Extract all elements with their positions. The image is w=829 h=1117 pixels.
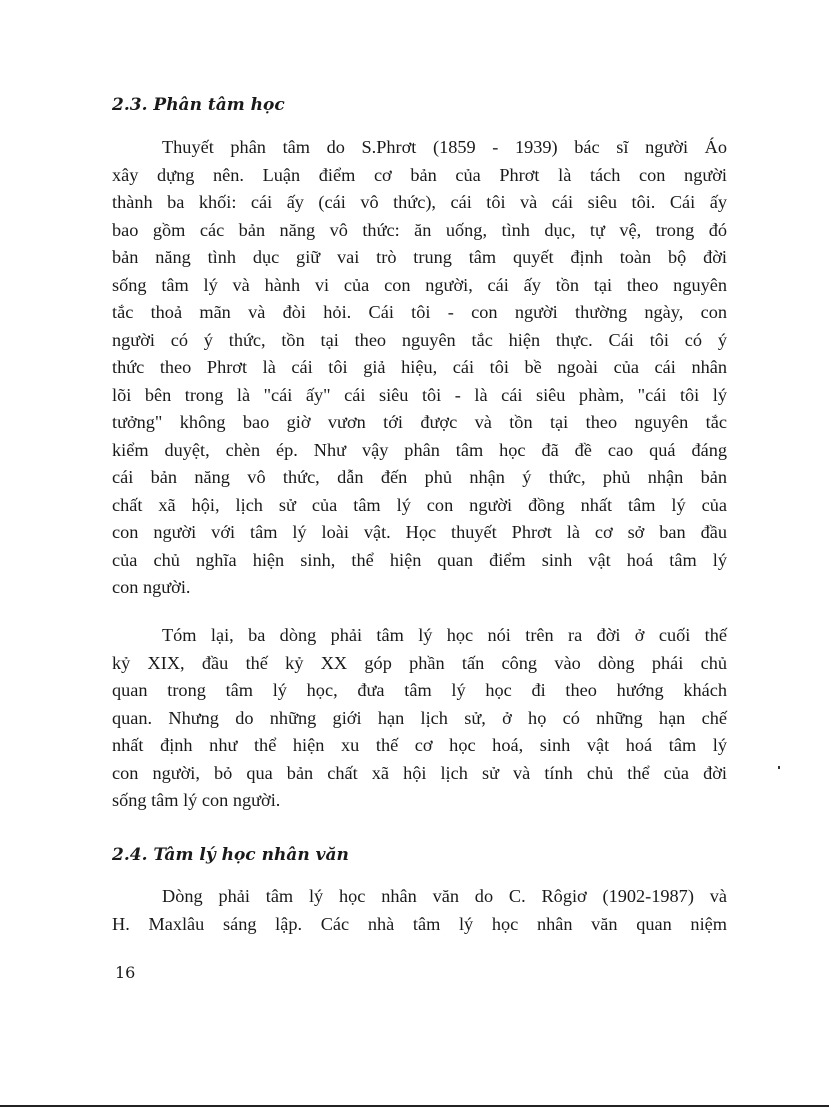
text-line: sống tâm lý và hành vi của con người, cái ấy tồn tại theo nguyên — [112, 274, 727, 295]
text-line: người có ý thức, tồn tại theo nguyên tắc hiện thực. Cái tôi có ý — [112, 329, 727, 350]
text-line: Tóm lại, ba dòng phải tâm lý học nói trên ra đời ở cuối thế — [162, 625, 727, 645]
text-line: nhất định như thể hiện xu thế cơ học hoá, sinh vật hoá tâm lý — [112, 735, 727, 755]
paragraph-summary — [112, 622, 727, 815]
page-number: 16 — [115, 963, 136, 982]
scan-speck — [778, 766, 780, 769]
text-line: tắc thoả mãn và đòi hỏi. Cái tôi - con người thường ngày, con — [112, 302, 727, 322]
text-line: lõi bên trong là "cái ấy" cái siêu tôi - là cái siêu phàm, "cái tôi lý — [112, 384, 727, 405]
text-line: xây dựng nên. Luận điểm cơ bản của Phrơt là tách con người — [112, 164, 727, 185]
paragraph-psychoanalysis — [112, 134, 727, 602]
text-line: thức theo Phrơt là cái tôi giả hiệu, cái tôi bề ngoài của cái nhân — [112, 357, 727, 377]
text-line: của chủ nghĩa hiện sinh, thể hiện quan điểm sinh vật hoá tâm lý — [112, 549, 727, 570]
text-line: kiểm duyệt, chèn ép. Như vậy phân tâm học đã đề cao quá đáng — [112, 439, 727, 460]
text-line: con người, bỏ qua bản chất xã hội lịch sử và tính chủ thể của đời — [112, 762, 727, 783]
text-line: quan. Nhưng do những giới hạn lịch sử, ở họ có những hạn chế — [112, 707, 727, 728]
text-line: bao gồm các bản năng vô thức: ăn uống, tình dục, tự vệ, trong đó — [112, 219, 727, 240]
text-line: Dòng phải tâm lý học nhân văn do C. Rôgiơ (1902-1987) và — [162, 886, 727, 906]
text-line: Thuyết phân tâm do S.Phrơt (1859 - 1939) bác sĩ người Áo — [162, 137, 727, 157]
text-line: con người với tâm lý loài vật. Học thuyết Phrơt là cơ sở ban đầu — [112, 522, 727, 542]
section-heading-2-4: 2.4. Tâm lý học nhân văn — [112, 845, 349, 865]
paragraph-humanistic — [112, 883, 727, 938]
text-line: thành ba khối: cái ấy (cái vô thức), cái tôi và cái siêu tôi. Cái ấy — [112, 192, 727, 212]
scan-bottom-edge — [0, 1105, 829, 1107]
text-line: con người. — [112, 577, 191, 597]
text-line: sống tâm lý con người. — [112, 790, 281, 810]
text-line: quan trong tâm lý học, đưa tâm lý học đi theo hướng khách — [112, 680, 727, 700]
text-line: tưởng" không bao giờ vươn tới được và tồn tại theo nguyên tắc — [112, 412, 727, 432]
text-line: chất xã hội, lịch sử của tâm lý con người đồng nhất tâm lý của — [112, 494, 727, 515]
section-heading-2-3: 2.3. Phân tâm học — [112, 95, 285, 115]
text-line: kỷ XIX, đầu thế kỷ XX góp phần tấn công vào dòng phái chủ — [112, 652, 727, 673]
text-line: H. Maxlâu sáng lập. Các nhà tâm lý học nhân văn quan niệm — [112, 913, 727, 934]
text-line: bản năng tình dục giữ vai trò trung tâm quyết định toàn bộ đời — [112, 247, 727, 267]
text-line: cái bản năng vô thức, dẫn đến phủ nhận ý thức, phủ nhận bản — [112, 467, 727, 487]
